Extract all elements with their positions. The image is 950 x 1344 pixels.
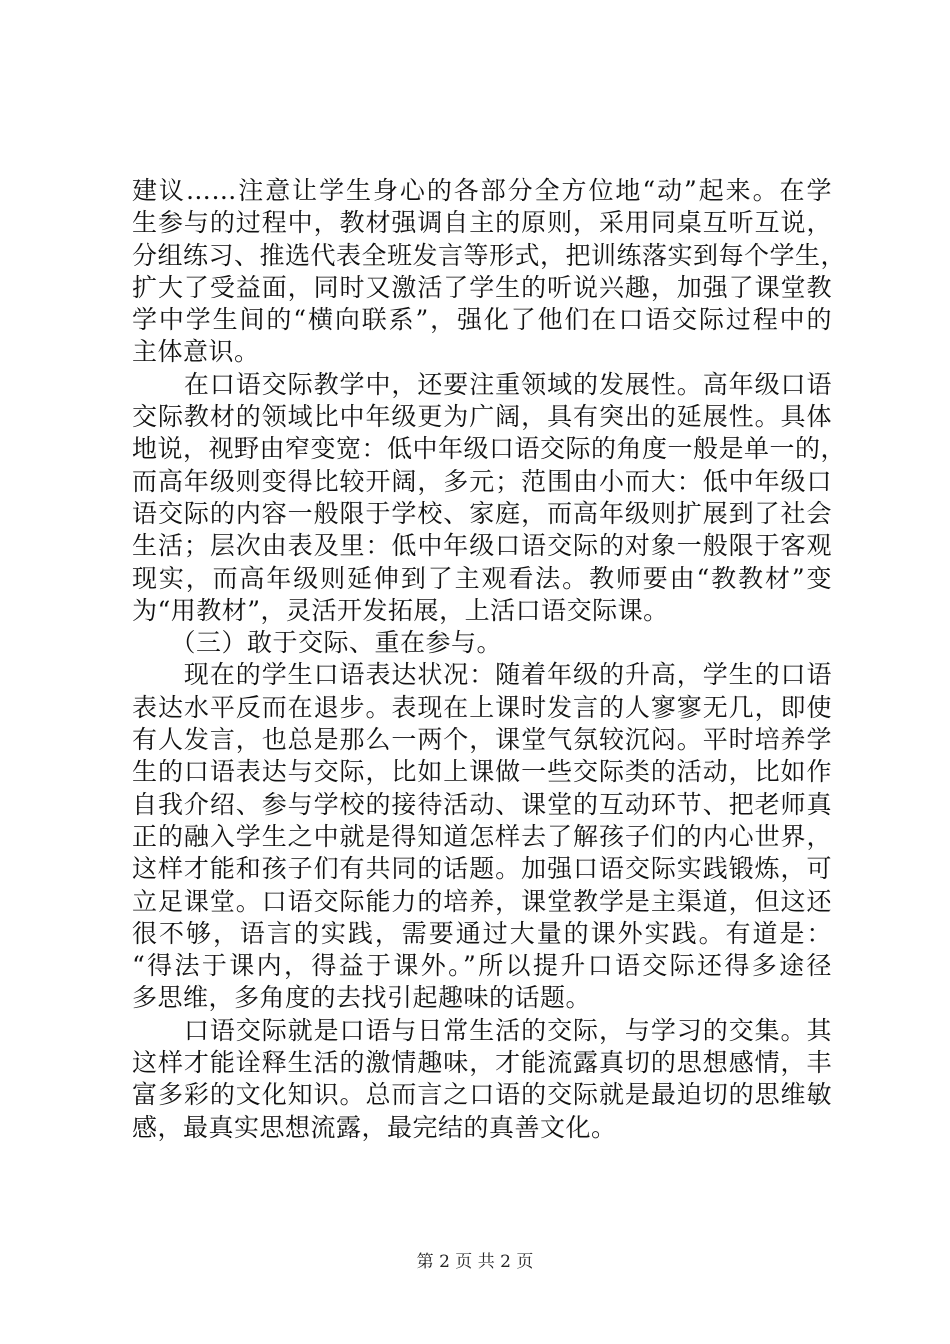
text-line: （三）敢于交际、重在参与。: [132, 628, 503, 658]
text-line: 而高年级则变得比较开阔，多元；范围由小而大：低中年级口: [132, 466, 832, 496]
page-footer: 第 2 页 共 2 页: [416, 1252, 534, 1272]
text-line: 语交际的内容一般限于学校、家庭，而高年级则扩展到了社会: [132, 498, 832, 528]
text-line: 表达水平反而在退步。表现在上课时发言的人寥寥无几，即使: [132, 692, 832, 722]
text-line: 在口语交际教学中，还要注重领域的发展性。高年级口语: [132, 369, 832, 399]
document-body: [132, 175, 847, 1144]
text-line: 为“用教材”，灵活开发拓展，上活口语交际课。: [132, 595, 669, 625]
text-line: 建议……注意让学生身心的各部分全方位地“动”起来。在学: [132, 176, 832, 205]
text-line: 这样才能和孩子们有共同的话题。加强口语交际实践锻炼，可: [132, 854, 832, 884]
text-line: 分组练习、推选代表全班发言等形式，把训练落实到每个学生，: [132, 240, 847, 270]
text-line: 生活；层次由表及里：低中年级口语交际的对象一般限于客观: [132, 531, 832, 561]
text-line: 生参与的过程中，教材强调自主的原则，采用同桌互听互说，: [132, 208, 832, 238]
text-line: 交际教材的领域比中年级更为广阔，具有突出的延展性。具体: [132, 402, 832, 432]
text-line: 立足课堂。口语交际能力的培养，课堂教学是主渠道，但这还: [132, 886, 832, 916]
text-line: 现在的学生口语表达状况：随着年级的升高，学生的口语: [132, 660, 832, 690]
text-line: 很不够，语言的实践，需要通过大量的课外实践。有道是：: [132, 918, 832, 948]
text-line: 自我介绍、参与学校的接待活动、课堂的互动环节、把老师真: [132, 789, 832, 819]
text-line: 主体意识。: [132, 337, 260, 367]
text-line: 富多彩的文化知识。总而言之口语的交际就是最迫切的思维敏: [132, 1080, 832, 1110]
text-line: 正的融入学生之中就是得知道怎样去了解孩子们的内心世界，: [132, 821, 832, 851]
text-line: 生的口语表达与交际，比如上课做一些交际类的活动，比如作: [132, 757, 832, 787]
text-line: 这样才能诠释生活的激情趣味，才能流露真切的思想感情，丰: [132, 1048, 832, 1078]
text-line: 有人发言，也总是那么一两个，课堂气氛较沉闷。平时培养学: [132, 725, 832, 755]
text-line: 地说，视野由窄变宽：低中年级口语交际的角度一般是单一的，: [132, 434, 847, 464]
text-line: 多思维，多角度的去找引起趣味的话题。: [132, 983, 592, 1013]
text-line: 学中学生间的“横向联系”，强化了他们在口语交际过程中的: [132, 305, 832, 335]
text-line: 感，最真实思想流露，最完结的真善文化。: [132, 1112, 617, 1142]
text-line: 扩大了受益面，同时又激活了学生的听说兴趣，加强了课堂教: [132, 272, 832, 302]
text-line: “得法于课内，得益于课外。”所以提升口语交际还得多途径: [132, 951, 832, 981]
text-line: 口语交际就是口语与日常生活的交际，与学习的交集。其: [132, 1015, 832, 1045]
text-line: 现实，而高年级则延伸到了主观看法。教师要由“教教材”变: [132, 563, 832, 593]
